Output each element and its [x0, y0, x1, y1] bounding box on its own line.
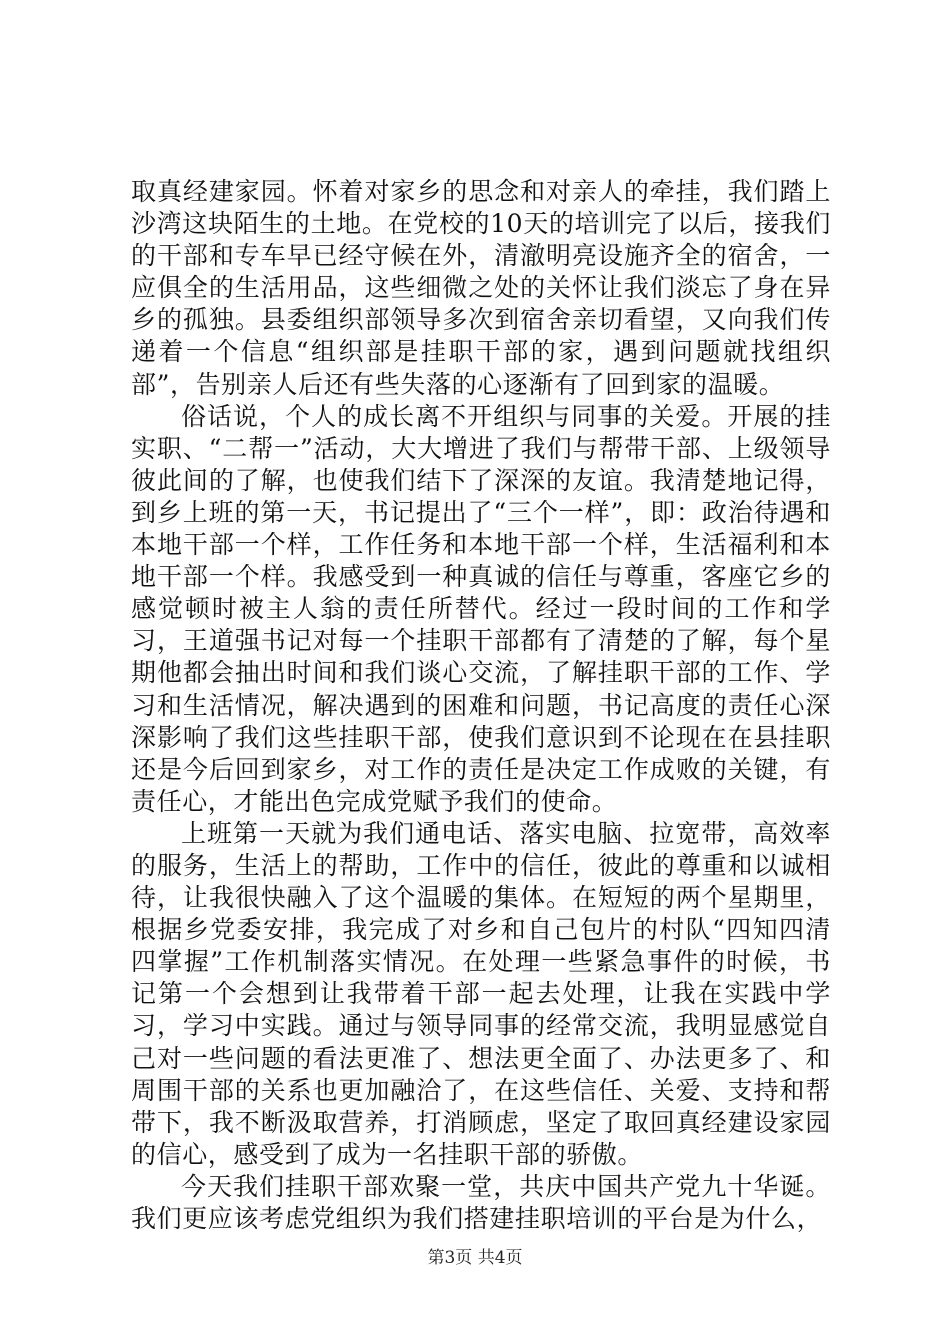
document-body	[131, 176, 831, 1235]
paragraph-1: 取真经建家园。怀着对家乡的思念和对亲人的牵挂，我们踏上沙湾这块陌生的土地。在党校的10天的培训完了以后，接我们的干部和专车早已经守候在外，清澈明亮设施齐全的宿舍，一应俱全的生活用品，这些细微之处的关怀让我们淡忘了身在异乡的孤独。县委组织部领导多次到宿舍亲切看望，又向我们传递着一个信息“组织部是挂职干部的家，遇到问题就找组织部”，告别亲人后还有些失落的心逐渐有了回到家的温暖。	[131, 177, 831, 399]
paragraph-3: 上班第一天就为我们通电话、落实电脑、拉宽带，高效率的服务，生活上的帮助，工作中的信任，彼此的尊重和以诚相待，让我很快融入了这个温暖的集体。在短短的两个星期里，根据乡党委安排，我完成了对乡和自己包片的村队“四知四清四掌握”工作机制落实情况。在处理一些紧急事件的时候，书记第一个会想到让我带着干部一起去处理，让我在实践中学习，学习中实践。通过与领导同事的经常交流，我明显感觉自己对一些问题的看法更准了、想法更全面了、办法更多了、和周围干部的关系也更加融洽了，在这些信任、关爱、支持和帮带下，我不断汲取营养，打消顾虑，坚定了取回真经建设家园的信心，感受到了成为一名挂职干部的骄傲。	[131, 818, 831, 1169]
paragraph-2: 俗话说，个人的成长离不开组织与同事的关爱。开展的挂实职、“二帮一”活动，大大增进了我们与帮带干部、上级领导彼此间的了解，也使我们结下了深深的友谊。我清楚地记得，到乡上班的第一天，书记提出了“三个一样”，即：政治待遇和本地干部一个样，工作任务和本地干部一个样，生活福利和本地干部一个样。我感受到一种真诚的信任与尊重，客座它乡的感觉顿时被主人翁的责任所替代。经过一段时间的工作和学习，王道强书记对每一个挂职干部都有了清楚的了解，每个星期他都会抽出时间和我们谈心交流，了解挂职干部的工作、学习和生活情况，解决遇到的困难和问题，书记高度的责任心深深影响了我们这些挂职干部，使我们意识到不论现在在县挂职还是今后回到家乡，对工作的责任是决定工作成败的关键，有责任心，才能出色完成党赋予我们的使命。	[131, 401, 831, 816]
page-footer: 第3页 共4页	[427, 1248, 523, 1268]
paragraph-4: 今天我们挂职干部欢聚一堂，共庆中国共产党九十华诞。我们更应该考虑党组织为我们搭建挂职培训的平台是为什么，	[131, 1171, 831, 1233]
